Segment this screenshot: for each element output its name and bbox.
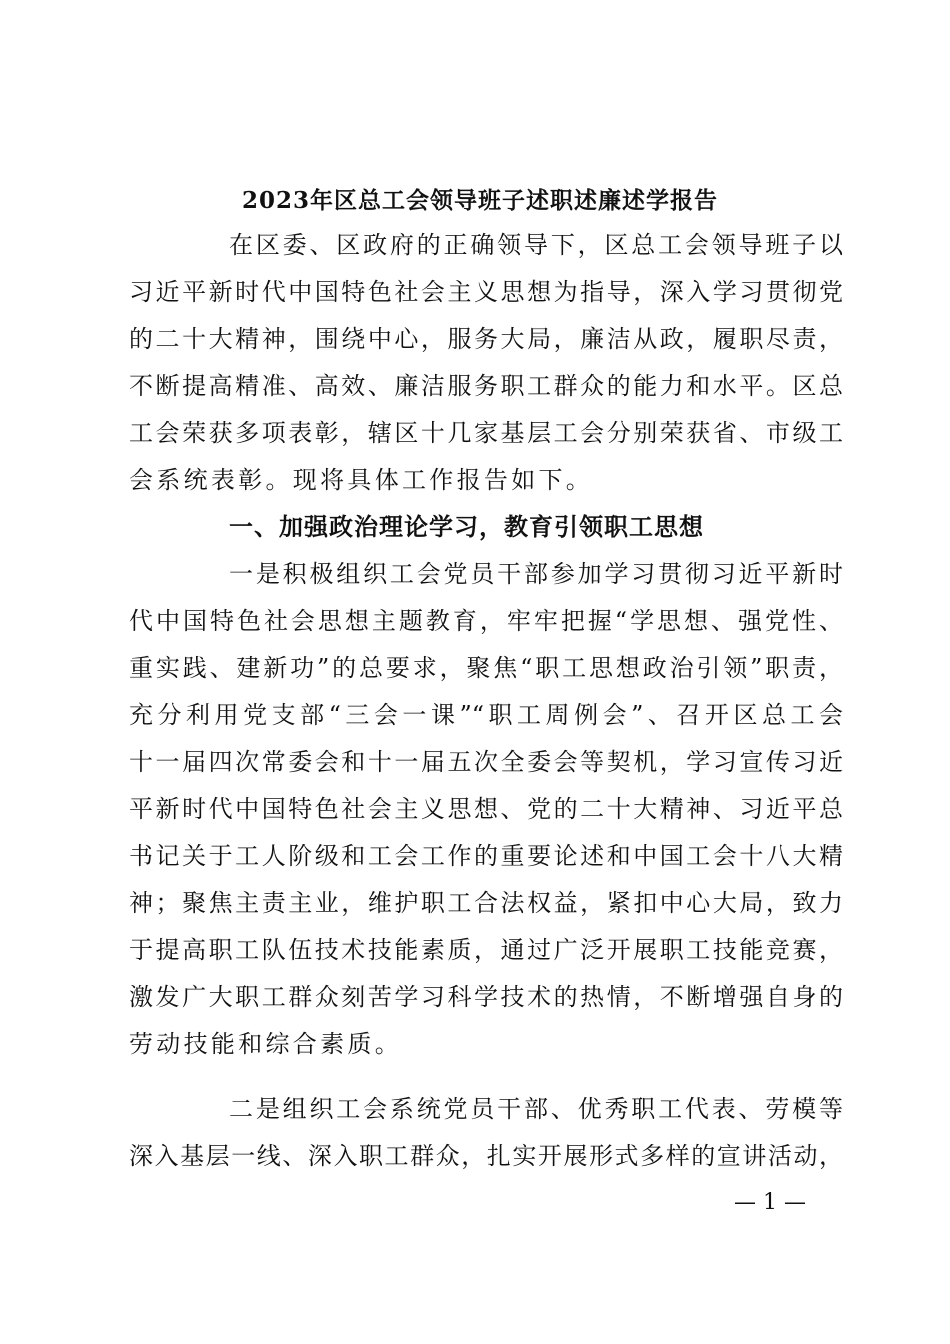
page-number: — 1 — bbox=[734, 1190, 806, 1215]
paragraph-gap bbox=[129, 1068, 843, 1086]
paragraph-line: 充分利用党支部“三会一课”“职工周例会”、召开区总工会 bbox=[129, 701, 843, 729]
paragraph-line: 于提高职工队伍技术技能素质，通过广泛开展职工技能竞赛， bbox=[129, 936, 843, 964]
intro-line: 习近平新时代中国特色社会主义思想为指导，深入学习贯彻党 bbox=[129, 278, 843, 306]
paragraph-line: 劳动技能和综合素质。 bbox=[129, 1030, 402, 1058]
document-body bbox=[129, 222, 843, 1180]
intro-line: 的二十大精神，围绕中心，服务大局，廉洁从政，履职尽责， bbox=[129, 325, 843, 353]
document-title: 2023年区总工会领导班子述职述廉述学报告 bbox=[241, 187, 718, 214]
paragraph-line: 代中国特色社会思想主题教育，牢牢把握“学思想、强党性、 bbox=[129, 607, 843, 635]
paragraph-line: 平新时代中国特色社会主义思想、党的二十大精神、习近平总 bbox=[129, 795, 843, 823]
intro-line: 不断提高精准、高效、廉洁服务职工群众的能力和水平。区总 bbox=[129, 372, 843, 400]
paragraph-line: 二是组织工会系统党员干部、优秀职工代表、劳模等 bbox=[229, 1095, 843, 1123]
section-heading: 一、加强政治理论学习，教育引领职工思想 bbox=[229, 513, 704, 541]
intro-line: 在区委、区政府的正确领导下，区总工会领导班子以 bbox=[229, 231, 843, 259]
paragraph-line: 重实践、建新功”的总要求，聚焦“职工思想政治引领”职责， bbox=[129, 654, 843, 682]
intro-line: 工会荣获多项表彰，辖区十几家基层工会分别荣获省、市级工 bbox=[129, 419, 843, 447]
paragraph-line: 神；聚焦主责主业，维护职工合法权益，紧扣中心大局，致力 bbox=[129, 889, 843, 917]
paragraph-line: 激发广大职工群众刻苦学习科学技术的热情，不断增强自身的 bbox=[129, 983, 843, 1011]
intro-line: 会系统表彰。现将具体工作报告如下。 bbox=[129, 466, 594, 494]
paragraph-line: 深入基层一线、深入职工群众，扎实开展形式多样的宣讲活动， bbox=[129, 1142, 843, 1170]
paragraph-line: 书记关于工人阶级和工会工作的重要论述和中国工会十八大精 bbox=[129, 842, 843, 870]
paragraph-line: 一是积极组织工会党员干部参加学习贯彻习近平新时 bbox=[229, 560, 843, 588]
paragraph-line: 十一届四次常委会和十一届五次全委会等契机，学习宣传习近 bbox=[129, 748, 843, 776]
